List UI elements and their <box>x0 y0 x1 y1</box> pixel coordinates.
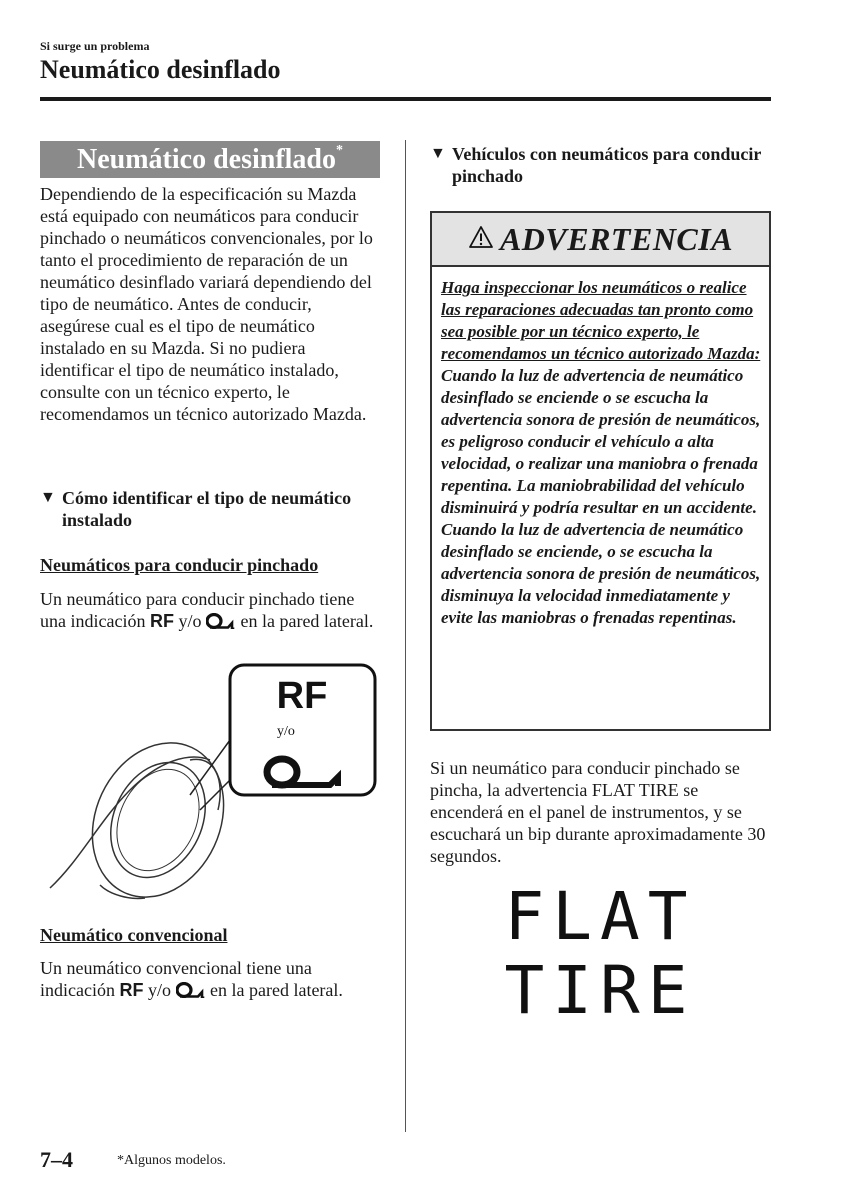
warning-underlined-text: Haga inspeccionar los neumáticos o realice las reparaciones adecuadas tan pronto como sea posible por un técnico experto, le recomendamos un técnico autorizado Mazda: <box>441 278 761 363</box>
section-label: Si surge un problema <box>40 39 150 53</box>
warning-paragraph-2: Cuando la luz de advertencia de neumático desinflado se enciende, o se escucha la advertencia sonora de presión de neumáticos, disminuya la velocidad inmediatamente y evite las maniobras o frenadas repentinas. <box>441 520 761 627</box>
triangle-marker-icon: ▼ <box>430 145 446 162</box>
subheading-runflat-text: Vehículos con neumáticos para conducir pinchado <box>452 144 762 186</box>
rf-text-2: en la pared lateral. <box>240 611 374 631</box>
warning-triangle-icon <box>468 225 494 254</box>
subheading-runflat <box>430 143 770 187</box>
conv-or: y/o <box>147 980 171 1000</box>
rf-or: y/o <box>178 611 202 631</box>
page-title: Neumático desinflado <box>40 55 281 84</box>
conv-runflat-symbol-icon <box>176 981 206 1003</box>
conv-rf-label: RF <box>119 980 144 1000</box>
conventional-heading: Neumático convencional <box>40 925 228 945</box>
runflat-symbol-icon <box>206 612 236 634</box>
display-line-2: TIRE <box>504 952 696 1029</box>
subheading-identify-text: Cómo identificar el tipo de neumático instalado <box>62 488 352 530</box>
warning-box <box>430 211 771 731</box>
display-line-1: FLAT <box>504 878 696 955</box>
rf-heading: Neumáticos para conducir pinchado <box>40 555 319 575</box>
page-number: 7–4 <box>40 1147 73 1172</box>
rf-inline-label: RF <box>149 611 174 631</box>
warning-paragraph-1: Cuando la luz de advertencia de neumático desinflado se enciende o se escucha la advertencia sonora de presión de neumáticos, es peligroso conducir el vehículo a alta velocidad, o realizar una maniobra o frenada repentina. La maniobrabilidad del vehículo disminuirá y podría resultar en un accidente. <box>441 366 761 517</box>
rf-paragraph <box>40 588 380 634</box>
flat-tire-paragraph: Si un neumático para conducir pinchado se pincha, la advertencia FLAT TIRE se encenderá en el panel de instrumentos, y se escuchará un bip durante aproximadamente 30 segundos. <box>430 758 766 866</box>
conv-text-1: Un neumático convencional tiene una indicación <box>40 958 312 1000</box>
conv-text-2: en la pared lateral. <box>210 980 343 1000</box>
tire-sidewall-figure <box>40 660 385 905</box>
column-divider <box>405 140 406 1132</box>
intro-paragraph: Dependiendo de la especificación su Mazda está equipado con neumáticos para conducir pinchado o neumáticos convencionales, por lo tanto el procedimiento de reparación de un neumático desinflado variará dependiendo del tipo de neumático. Antes de conducir, asegúrese cual es el tipo de neumático instalado en su Mazda. Si no pudiera identificar el tipo de neumático instalado, consulte con un técnico experto, le recomendamos un técnico autorizado Mazda. <box>40 184 373 424</box>
warning-header <box>432 213 769 267</box>
warning-body <box>441 277 763 629</box>
footnote: *Algunos modelos. <box>117 1153 226 1168</box>
rf-text-1: Un neumático para conducir pinchado tiene una indicación <box>40 589 355 631</box>
triangle-marker-icon: ▼ <box>40 489 56 506</box>
flat-tire-display <box>470 880 730 1028</box>
section-title: Neumático desinflado <box>77 144 336 175</box>
tire-illustration <box>40 660 385 905</box>
subheading-identify <box>40 487 380 531</box>
conventional-paragraph <box>40 957 385 1003</box>
header-divider <box>40 97 771 101</box>
warning-title: ADVERTENCIA <box>499 220 734 257</box>
section-title-box <box>40 141 380 178</box>
figure-or-label: y/o <box>277 724 295 739</box>
footnote-mark: * <box>336 143 343 158</box>
figure-rf-label: RF <box>276 675 328 717</box>
